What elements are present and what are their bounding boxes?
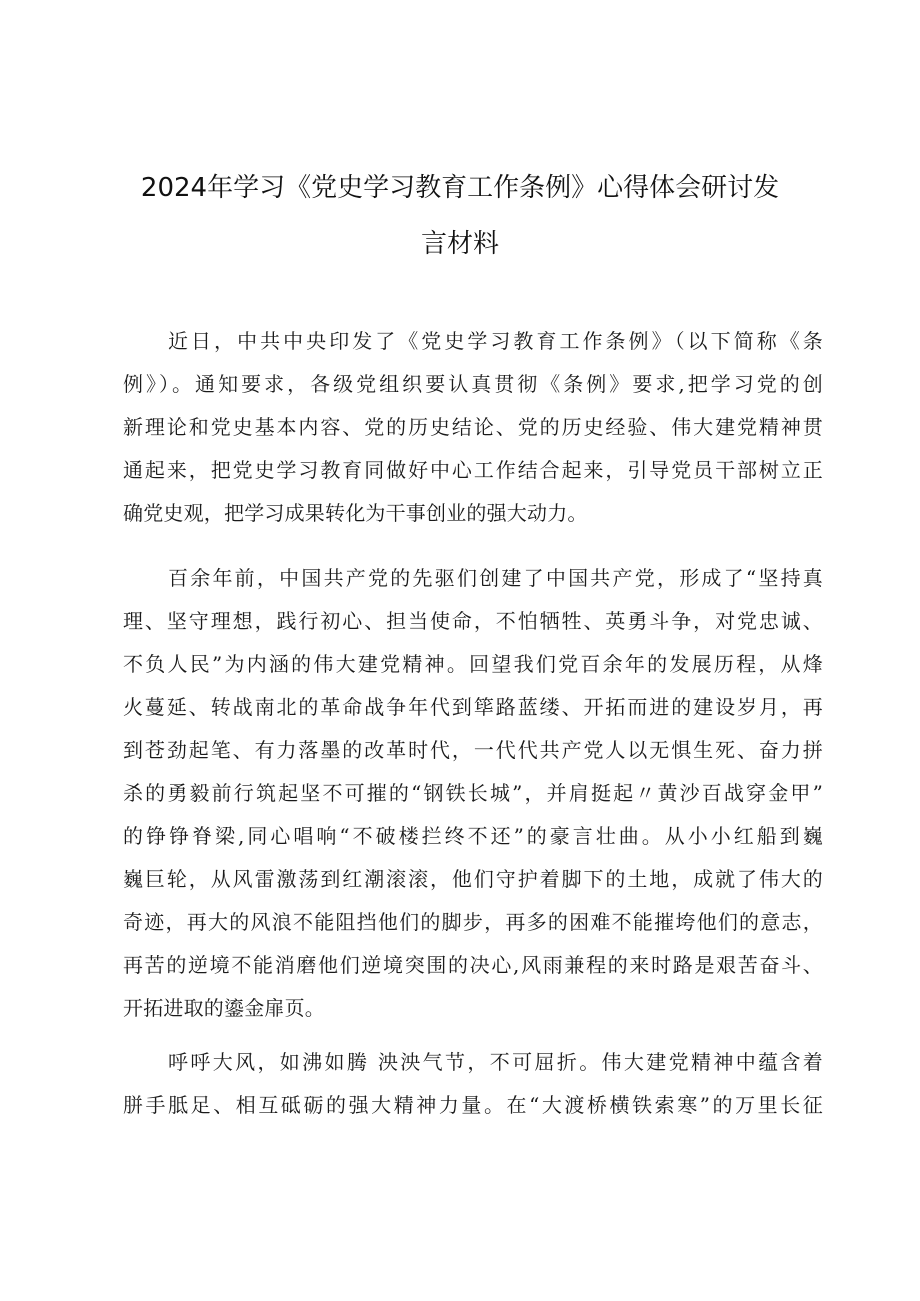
paragraph-line: 呼呼大风，如沸如腾 泱泱气节，不可屈折。伟大建党精神中蕴含着 [168, 1050, 823, 1074]
paragraph-line: 胼手胝足、相互砥砺的强大精神力量。在“大渡桥横铁索寒”的万里长征 [123, 1093, 823, 1117]
paragraph-line: 到苍劲起笔、有力落墨的改革时代，一代代共产党人以无惧生死、奋力拼 [123, 738, 823, 762]
paragraph-line: 近日，中共中央印发了《党史学习教育工作条例》（以下简称《条 [168, 329, 823, 353]
paragraph-line: 火蔓延、转战南北的革命战争年代到筚路蓝缕、开拓而进的建设岁月，再 [123, 695, 823, 719]
paragraph-line: 奇迹，再大的风浪不能阻挡他们的脚步，再多的困难不能摧垮他们的意志， [123, 910, 823, 934]
paragraph-line: 开拓进取的鎏金扉页。 [123, 996, 325, 1020]
paragraph-line: 新理论和党史基本内容、党的历史结论、党的历史经验、伟大建党精神贯 [123, 415, 823, 439]
paragraph-line: 不负人民”为内涵的伟大建党精神。回望我们党百余年的发展历程，从烽 [123, 652, 823, 676]
paragraph-line: 百余年前，中国共产党的先驱们创建了中国共产党，形成了“坚持真 [168, 566, 823, 590]
paragraph-line: 巍巨轮，从风雷激荡到红潮滚滚，他们守护着脚下的土地，成就了伟大的 [123, 867, 823, 891]
paragraph-line: 的铮铮脊梁,同心唱响“不破楼拦终不还”的豪言壮曲。从小小红船到巍 [123, 824, 823, 848]
document-title-line-1: 2024年学习《党史学习教育工作条例》心得体会研讨发 [140, 173, 780, 203]
paragraph-line: 再苦的逆境不能消磨他们逆境突围的决心,风雨兼程的来时路是艰苦奋斗、 [123, 953, 823, 977]
paragraph-line: 杀的勇毅前行筑起坚不可摧的“钢铁长城”，并肩挺起〃黄沙百战穿金甲” [123, 781, 823, 805]
paragraph-line: 确党史观，把学习成果转化为干事创业的强大动力。 [123, 501, 588, 525]
paragraph-2 [123, 557, 823, 1030]
paragraph-line: 理、坚守理想，践行初心、担当使命，不怕牺牲、英勇斗争，对党忠诚、 [123, 609, 823, 633]
paragraph-line: 例》）。通知要求，各级党组织要认真贯彻《条例》要求,把学习党的创 [123, 372, 823, 396]
paragraph-1 [123, 320, 823, 535]
paragraph-3 [123, 1041, 823, 1127]
document-title-line-2: 言材料 [420, 229, 499, 259]
paragraph-line: 通起来，把党史学习教育同做好中心工作结合起来，引导党员干部树立正 [123, 458, 823, 482]
